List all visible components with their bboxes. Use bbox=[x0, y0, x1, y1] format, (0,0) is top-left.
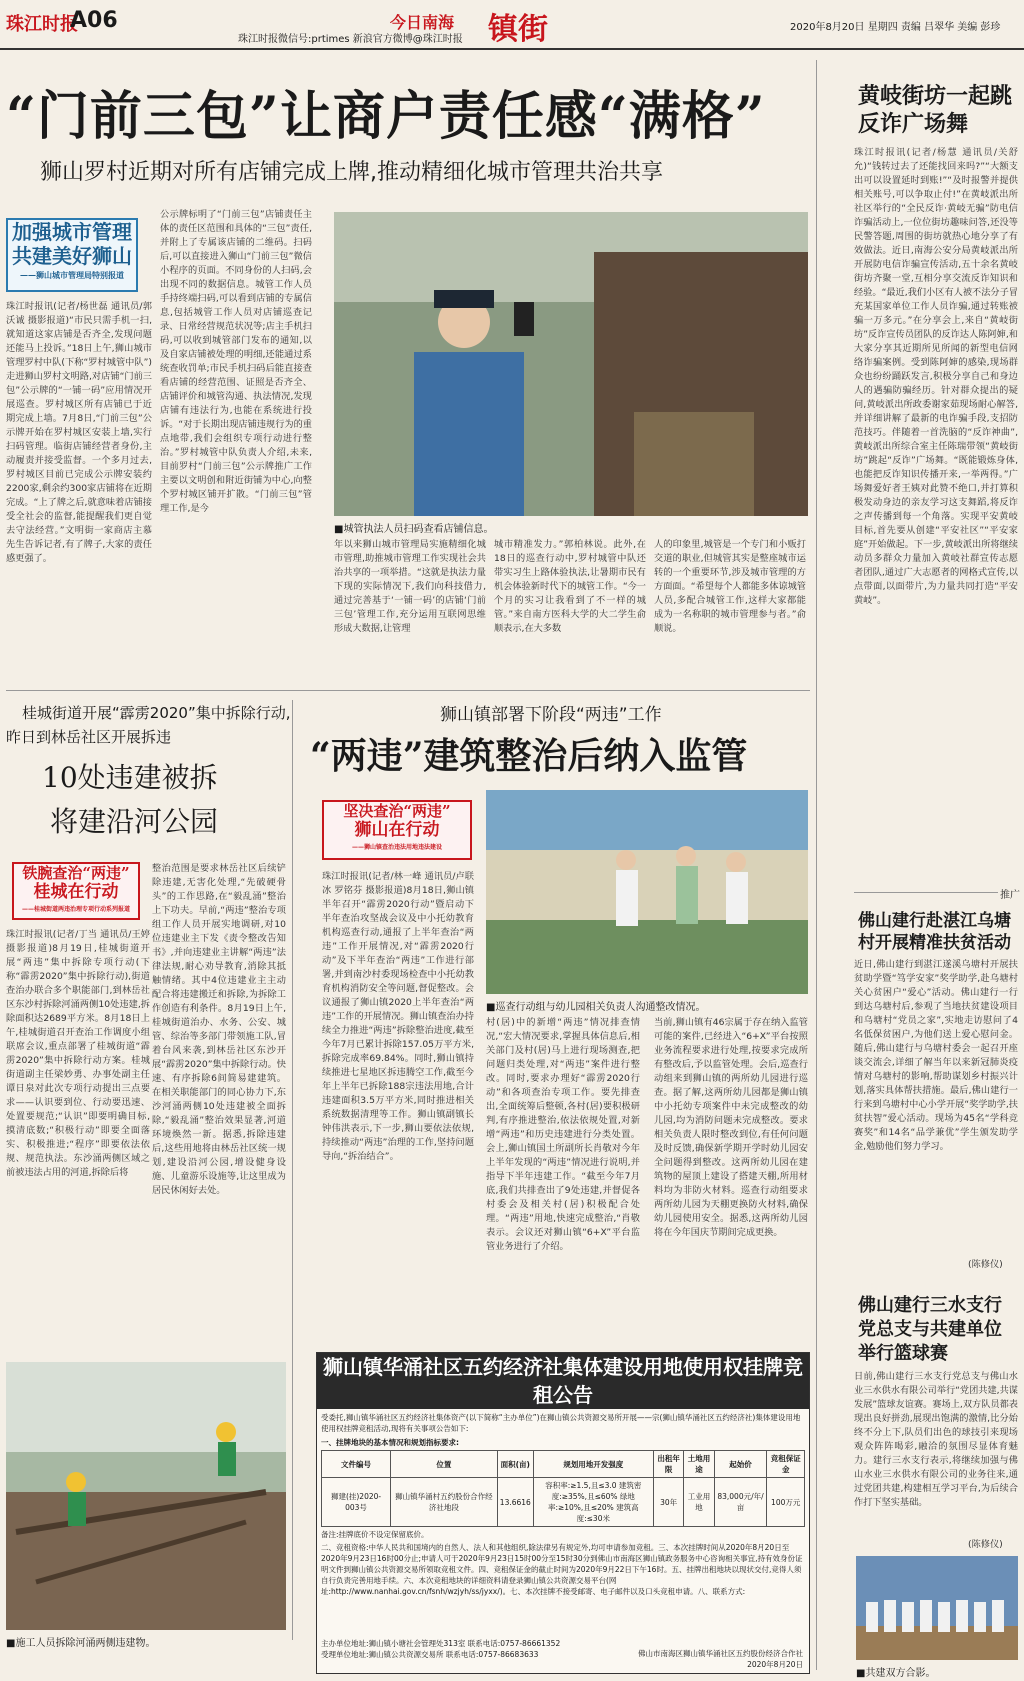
table-cell: 工业用地 bbox=[684, 1478, 714, 1527]
notice-section1: 一、挂牌地块的基本情况和规划指标要求: bbox=[321, 1438, 459, 1447]
table-header: 起始价 bbox=[714, 1451, 767, 1478]
sidebar-story1-body: 珠江时报讯(记者/杨慧 通讯员/关舒允)“钱转过去了还能找回来吗?”“大额支出可以设置延时到账!”“及时报警并提供相关账号,可以争取止付!”在黄岐派出所社区举行的“全民反诈·黄岐无骗”防电信诈骗活动上,一位位街坊趣味问答,还没等民警答题,周围的街坊就热心地分享了有效做法。近日,南海公安分局黄岐派出所开展防电信诈骗宣传活动,五十余名黄岐街坊齐聚一堂,互相分享交流反诈知识和经验。“最近,我们小区有人被不法分子冒充某国家单位工作人员诈骗,通过转账被骗一万多元。”在分享会上,来自“黄岐街坊”反诈宣传员团队的反诈达人陈阿婶,和大家分享其近期所见所闻的新型电信网络诈骗案例。受到陈阿婶的感染,现场群众也纷纷踊跃发言,积极分享自己和身边人的遇骗防骗经历。针对群众提出的疑问,黄岐派出所政委谢家茹现场耐心解答,并详细讲解了最新的电诈骗手段,支招防范技巧。伴随着一首洗脑的“反诈神曲”,黄岐派出所综合室主任陈瑞带领“黄岐街坊”跳起“反诈”广场舞。“既能锻炼身体,也能把反诈知识传播开来,一举两得。”广场舞爱好者王姨对此赞不绝口,并打算积极发动身边的亲友学习这支舞蹈,将反诈之声传播到每一个角落。实现平安黄岐目标,首先要从创建“平安社区”“平安家庭”开始做起。下一步,黄岐派出所将继续动员多群众力量加入黄岐社群宣传志愿者团队,通过广大志愿者的网格式宣传,以点带面,以面带片,为力量共同打造“平安黄岐”。 bbox=[854, 147, 1018, 606]
badge-small: ——狮山城市管理局特别报道 bbox=[20, 270, 124, 280]
notice-contact: 受理单位地址:狮山镇公共资源交易所 联系电话:0757-86683633 bbox=[321, 1650, 539, 1659]
table-cell: 30年 bbox=[653, 1478, 684, 1527]
divider bbox=[816, 60, 817, 1670]
badge-line: 桂城在行动 bbox=[33, 882, 119, 902]
section-title: 镇街 bbox=[488, 12, 548, 47]
sidebar-photo bbox=[856, 1556, 1018, 1660]
demolition-photo bbox=[6, 1362, 286, 1630]
shishan-kicker: 狮山镇部署下阶段“两违”工作 bbox=[440, 705, 662, 725]
table-header: 规划用地开发强度 bbox=[533, 1451, 653, 1478]
sidebar-story3-title: 佛山建行三水支行党总支与共建单位举行篮球赛 bbox=[858, 1295, 1002, 1364]
shishan-photo bbox=[486, 790, 808, 994]
guicheng-photo-caption: ■施工人员拆除河涌两侧违建物。 bbox=[6, 1638, 156, 1649]
notice-title: 狮山镇华涌社区五约经济社集体建设用地使用权挂牌竞租公告 bbox=[317, 1353, 809, 1409]
notice-signature: 佛山市南海区狮山镇华涌社区五约股份经济合作社 bbox=[638, 1649, 803, 1658]
table-header: 面积(亩) bbox=[497, 1451, 533, 1478]
officer-scanning-photo bbox=[334, 212, 808, 516]
shishan-col2: 村(居)中的新增“两违”情况排查情况,“宏大情况要求,掌握具体信息后,相关部门及村(居)马上进行现场测查,把问题归类处理,对“两违”案件进行整改。同时,要求办理好“霹雳2020行动”和各项查治专项工作。要先排查出,全面统筹后整顿,各村(居)要积极研判,有序推进整治,依法依规处置,对新增“两违”和历史违建进行分类处置。会上,狮山镇国土所副所长肖敬对今年上半年发现的“两违”情况进行说明,并指导下半年违建工作。“截至今年7月底,我们共排查出了9处违建,并督促各村委会及相关村(居)积极配合处理。“两违”用地,快速完成整治,“肖敬表示。会议还对狮山镇“6+X”平台监管业务进行了介绍。 bbox=[486, 1017, 640, 1252]
sidebar-more-label: 推广 bbox=[1000, 890, 1020, 901]
badge-line: 狮山在行动 bbox=[354, 820, 440, 840]
page-number: A06 bbox=[70, 8, 118, 33]
badge-line: 铁腕查治“两违” bbox=[22, 864, 130, 882]
shishan-photo-caption: ■巡查行动组与幼儿园相关负责人沟通整改情况。 bbox=[486, 1002, 706, 1013]
shishan-series-badge bbox=[322, 800, 472, 860]
table-cell: 容积率:≥1.5,且≤3.0 建筑密度:≥35%,且≤60% 绿地率:≥10%,且≤20% 建筑高度:≤30米 bbox=[533, 1478, 653, 1527]
table-header: 出租年限 bbox=[653, 1451, 684, 1478]
kindergarten-inspection-photo bbox=[486, 790, 808, 994]
sidebar-story1-title: 黄岐街坊一起跳反诈广场舞 bbox=[858, 83, 1013, 137]
lead-col2: 公示牌标明了“门前三包”店铺责任主体的责任区范围和具体的“三包”责任,并附上了专属该店铺的二维码。扫码后,可以直接进入狮山“门前三包”微信小程序的页面。不同身份的人扫码,会出现不同的数据信息。城管工作人员手持终端扫码,可以看到店铺的专属信息,包括城管工作人员对店铺巡查记录、日常经营规范状况等;店主手机扫码,可以收到城管部门发布的通知,以及自家店铺被处理的明细,还能通过系统查收罚单;市民手机扫码后能直接查看店铺的经营范围、证照是否齐全、店铺评价和城管沟通、执法情况,发现店铺有违法行为,也能在系统进行投诉。“对于长期出现店铺违规行为的重点地带,我们会组织专项行动进行整治。”罗村城管中队负责人介绍,未来,目前罗村“门前三包”公示牌推广工作主要以文明创和附近街铺为中心,向整个罗村城区铺开扩散。“门前三包”管理工作,是今 bbox=[160, 209, 312, 514]
notice-table bbox=[321, 1450, 805, 1527]
table-cell: 狮建(挂)2020-003号 bbox=[322, 1478, 391, 1527]
guicheng-kicker2: 昨日到林岳社区开展拆违 bbox=[6, 728, 172, 746]
sidebar-story2-author: (陈修仪) bbox=[968, 1259, 1003, 1270]
table-header: 位置 bbox=[391, 1451, 498, 1478]
guicheng-col1: 珠江时报讯(记者/丁当 通讯员/王婷 摄影报道)8月19日,桂城街道开展“两违”集中拆除专项行动(下称“霹雳2020”集中拆除行动),街道查治办联合多个职能部门,到林岳社区东沙村拆除河涌两侧10处违建,拆除面积达2689平方米。8月18日上午,桂城街道召开查治工作调度小组联席会议,重点部署了桂城街道“霹雳2020”集中拆除行动方案。桂城街道副主任梁妙勇、办事处副主任谭日泉对此次专项行动提出三点要求——认识要到位、行动要迅速、处置要规范;“认识”即要明确目标,摸清底数;“积极行动”即要全面落实、积极推进;“程序”即要依法依规、规范执法。东沙涌两侧区域之前被违法占用的河道,拆除后将 bbox=[6, 929, 150, 1178]
divider bbox=[854, 892, 998, 893]
lead-series-badge bbox=[6, 218, 138, 292]
masthead-wechat: 珠江时报微信号:prtimes 新浪官方微博@珠江时报 bbox=[238, 34, 463, 45]
guicheng-series-badge bbox=[12, 862, 140, 920]
guicheng-kicker: 桂城街道开展“霹雳2020”集中拆除行动, bbox=[22, 704, 291, 722]
lead-col3: 年以来狮山城市管理局实施精细化城市管理,助推城市管理工作实现社会共治共享的一项举措。“这就是执法力量下现的实际情况下,我们向科技借力,通过完善基于‘一铺一码’的店铺‘门前三包’管理工作,充分运用互联网思维形成大数据,让管理 bbox=[334, 539, 486, 634]
shishan-col3: 当前,狮山镇有46宗属于存在纳入监管可能的案件,已经进入“6+X”平台按照业务流程要求进行处理,按要求完成所有整改后,予以监管处理。会后,巡查行动组来到狮山镇的两所幼儿园进行巡查。据了解,这两所幼儿园都是狮山镇中小托幼专项案件中未完成整改的幼儿园,均为消防问题未完成整改。要求相关负责人限时整改到位,有任何问题及时反馈,确保新学期开学时幼儿园安全问题得到整改。这两所幼儿园在建筑物的屋顶上建设了搭建天棚,所用材料均为非防火材料。巡查行动组要求两所幼儿园为天棚更换防火材料,确保幼儿园使用安全。据悉,这两所幼儿园将在今年国庆节期间完成更换。 bbox=[654, 1017, 808, 1238]
notice-note: 备注:挂牌底价不设定保留底价。 bbox=[321, 1530, 429, 1539]
table-header: 文件编号 bbox=[322, 1451, 391, 1478]
newspaper-logo: 珠江时报 bbox=[6, 14, 78, 35]
lead-headline: “门前三包”让商户责任感“满格” bbox=[6, 86, 766, 147]
shishan-headline: “两违”建筑整治后纳入监管 bbox=[310, 735, 748, 777]
table-row bbox=[322, 1478, 805, 1527]
guicheng-photo bbox=[6, 1362, 286, 1630]
masthead bbox=[0, 0, 1024, 50]
group-photo bbox=[856, 1556, 1018, 1660]
table-header: 竞租保证金 bbox=[767, 1451, 805, 1478]
table-cell: 100万元 bbox=[767, 1478, 805, 1527]
notice-intro: 受委托,狮山镇华涌社区五约经济社集体资产(以下简称“主办单位”)在狮山镇公共资源交易所开展——宗(狮山镇华涌社区五约经济社)集体建设用地使用权挂牌竞租活动,现将有关事项公告如下: bbox=[321, 1413, 801, 1433]
notice-contact: 主办单位地址:狮山镇小塘社会管理处313室 联系电话:0757-86661352 bbox=[321, 1639, 561, 1648]
lead-col5: 人的印象里,城管是一个专门和小贩打交道的职业,但城管其实是整座城市运转的一个重要环节,涉及城市管理的方方面面。“希望每个人都能多体谅城管人员,多配合城管工作,这样大家都能成为一名称职的城市管理参与者。”俞顺说。 bbox=[654, 539, 806, 634]
badge-small: ——桂城街道两违治理专项行动系列报道 bbox=[21, 906, 130, 913]
section-label: 今日南海 bbox=[390, 13, 455, 32]
sidebar-story2-title: 佛山建行赴湛江乌塘村开展精准扶贫活动 bbox=[858, 911, 1011, 953]
guicheng-col2: 整治范围是要求林岳社区后续铲除违建,无害化处理,“先破硬骨头”的工作思路,在“毅乱涌”整治上下功夫。早前,“两违”整治专项组工作人员开展实地调研,对10位违建业主下发《责令整改告知书》,并向违建业主讲解“两违”法律法规,耐心劝导教育,消除其抵触情绪。其中4位违建业主主动配合将违建搬迁和拆除,为拆除工作创造有利条件。8月19日上午,桂城街道治办、水务、公安、城管、综治等多部门带领施工队,冒着台风来袭,到林岳社区东沙开展“霹雳2020”集中拆除行动。快速、有序拆除6间简易建建筑。在相关职能部门的同心协力下,东沙河涌两侧10处违建被全面拆除,“毅乱涌”整治效果显著,河道环境焕然一新。据悉,拆除违建后,这些用地将由林岳社区统一规划,建设沿河公园,增设健身设施、儿童游乐设施等,让这里成为居民休闲好去处。 bbox=[152, 863, 286, 1196]
table-cell: 13.6616 bbox=[497, 1478, 533, 1527]
lead-photo-caption: ■城管执法人员扫码查看店铺信息。 bbox=[334, 524, 494, 535]
date-line: 2020年8月20日 星期四 责编 吕翠华 美编 彭珍 bbox=[790, 22, 1001, 33]
table-header: 土地用途 bbox=[684, 1451, 714, 1478]
sidebar-story3-body: 日前,佛山建行三水支行党总支与佛山水业三水供水有限公司举行“党团共建,共谋发展”篮球友谊赛。赛场上,双方队员都表现出良好拼劲,展现出饱满的激情,比分始终不分上下,队员们出色的球技引来现场观众阵阵喝彩,融洽的氛围尽显体育魅力。建行三水支行表示,将继续加强与佛山水业三水供水有限公司的业务往来,通过党团共建,构建相互学习平台,为后续合作打下坚实基础。 bbox=[854, 1371, 1018, 1508]
lead-photo bbox=[334, 212, 808, 516]
badge-small: ——狮山镇查治违法用地违法建设 bbox=[351, 844, 442, 851]
table-cell: 83,000元/年/亩 bbox=[714, 1478, 767, 1527]
sidebar-photo-caption: ■共建双方合影。 bbox=[856, 1668, 936, 1679]
badge-line: 坚决查治“两违” bbox=[343, 802, 451, 820]
table-cell: 狮山镇华涌村五约股份合作经济社地段 bbox=[391, 1478, 498, 1527]
divider bbox=[6, 690, 810, 691]
guicheng-headline2: 将建沿河公园 bbox=[50, 805, 219, 838]
notice-date: 2020年8月20日 bbox=[747, 1660, 803, 1669]
badge-line: 共建美好狮山 bbox=[12, 244, 132, 268]
divider bbox=[292, 700, 293, 1640]
land-notice bbox=[316, 1352, 810, 1674]
notice-body: 二、竞租资格:中华人民共和国境内的自然人、法人和其他组织,除法律另有规定外,均可申请参加竞租。三、本次挂牌时间从2020年8月20日至2020年9月23日16时00分止;申请人可于2020年9月23日15时00分至15时30分到佛山市南海区狮山镇政务服务中心咨询相关事宜,持有效身份证明文件到狮山镇公共资源交易所领取竞租文件。四、竞租保证金的截止时间为2020年9月22日下午16时。五、挂牌出租地块以现状交付,竞得人须自行负责完善用地手续。六、本次竞租地块的详细资料请登录狮山镇公共资源交易平台(网址:http://www.nanhai.gov.cn/fsnh/wzjyh/ss/jyxx/)。七、本次挂牌不接受邮寄、电子邮件以及口头竞租申请。八、联系方式: bbox=[321, 1543, 803, 1596]
lead-col1: 珠江时报讯(记者/杨世磊 通讯员/郭沃诚 摄影报道)“市民只需手机一扫,就知道这家店铺是否齐全,发现问题还能马上投诉。”18日上午,狮山城市管理罗村中队(下称“罗村城管中队”)走进狮山罗村文明路,对店铺“门前三包”公示牌的“一铺一码”应用情况开展巡查。罗村城区所有店铺已于近期完成上墙。7月8日,“门前三包”公示牌开始在罗村城区安装上墙,实行扫码管理。临街店铺经营者身份,主动履责并接受监督。一个多月过去,罗村城区目前已完成公示牌安装约2200家,剩余约300家店铺将在近期完成。“上了牌之后,就意味着店铺接受全社会的监督,能提醒我们更自觉去守法经营。”文明街一家商店主慕先生告诉记者,有了牌子,大家的责任感更强了。 bbox=[6, 301, 152, 564]
sidebar-story2-body: 近日,佛山建行到湛江遂溪乌塘村开展扶贫助学暨“笃学安家”奖学助学,赴乌塘村关心贫困户“爱心”活动。佛山建行一行到达乌塘村后,参观了当地扶贫建设项目和乌塘村“党员之家”,实地走访慰问了4名低保贫困户,为他们送上爱心慰问金。随后,佛山建行与乌塘村委会一起召开座谈交流会,详细了解当年以来新冠肺炎疫情对乌塘村的影响,帮助谋划乡村振兴计划,落实具体帮扶措施。最后,佛山建行一行来到乌塘村中心小学开展“奖学助学,扶贫扶智”爱心活动。现场为45名“学科竞赛奖”和14名“品学兼优”学生颁发助学金,勉励他们努力学习。 bbox=[854, 959, 1018, 1152]
lead-col4: 城市精准发力。”郭柏林说。此外,在18日的巡查行动中,罗村城管中队还带实习生上路体验执法,让暑期市民有机会体验新时代下的城管工作。“今一个月的实习让我看到了不一样的城管。”来自南方医科大学的大二学生俞顺表示,在大多数 bbox=[494, 539, 646, 634]
sidebar-story3-author: (陈修仪) bbox=[968, 1539, 1003, 1550]
guicheng-headline1: 10处违建被拆 bbox=[42, 761, 218, 794]
shishan-col1: 珠江时报讯(记者/林一峰 通讯员/卢联冰 罗铭芬 摄影报道)8月18日,狮山镇半年召开“霹雳2020行动”暨启动下半年查治攻坚战会议及中小托幼教育机构巡查行动,通报了上半年查治“两违”工作开展情况,对“霹雳2020行动”及下半年查治“两违”工作进行部署,并到南沙村委现场检查中小托幼教育机构消防安全等问题,督促整改。会议通报了狮山镇2020上半年查治“两违”工作的开展情况。狮山镇查治办持续全力推进“两违”拆除整治进度,截至今年7月已累计拆除157.05万平方米,拆除完成率69.84%。同时,狮山镇持续推进七星地区拆违腾空工作,截至今年上半年已拆除188宗违法用地,合计违建面积3.5万平方米,同时推进相关系统数据清理等工作。狮山镇副镇长钟伟洪表示,下一步,狮山要依法依规,持续推动“两违”治理的工作,坚持问题导向,“拆治结合”。 bbox=[322, 871, 474, 1162]
badge-line: 加强城市管理 bbox=[12, 220, 132, 244]
lead-subhead: 狮山罗村近期对所有店铺完成上牌,推动精细化城市管理共治共享 bbox=[40, 160, 663, 185]
